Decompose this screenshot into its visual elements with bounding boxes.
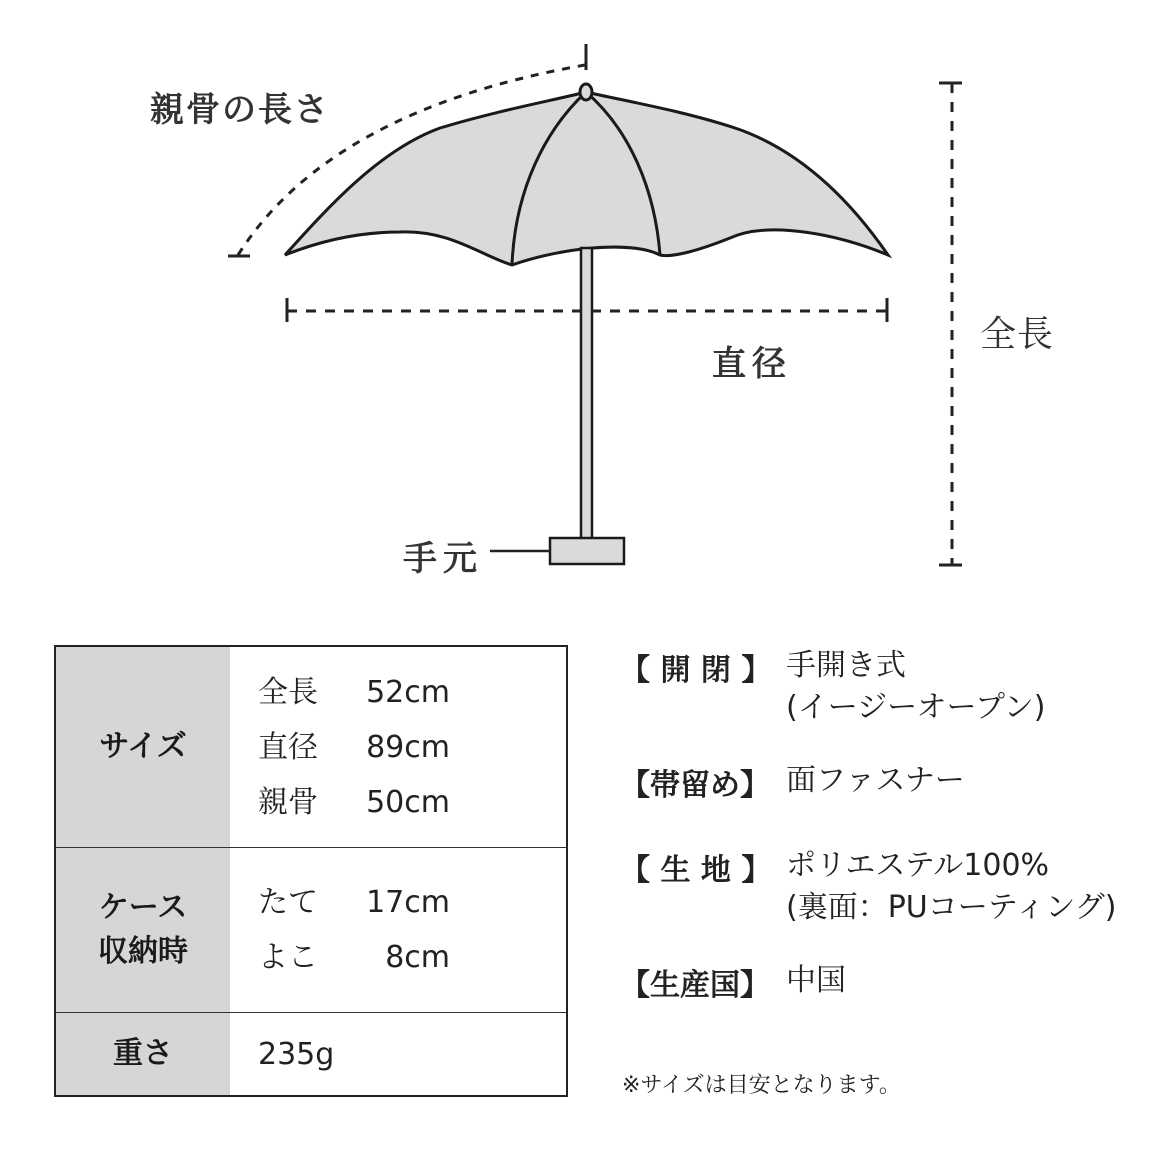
case-header-line2: 収納時 [98,934,188,969]
case-header [56,848,230,1012]
size-rib-value: 50cm [366,784,450,820]
rib-length-label: 親骨の長さ [150,90,330,130]
size-diameter-value: 89cm [366,729,450,765]
fabric-value-line2: (裏面：PUコーティング) [786,890,1117,925]
umbrella-tip [580,84,592,100]
table-row [258,775,566,830]
weight-header: 重さ [56,1013,230,1095]
size-rib-key: 親骨 [258,784,318,820]
case-values [230,848,566,1012]
diameter-label: 直径 [712,344,792,384]
case-height-value: 17cm [366,885,450,920]
table-row-weight [56,1013,566,1095]
total-length-label: 全長 [980,314,1055,355]
origin-value [786,960,846,1002]
size-length-key: 全長 [258,674,318,710]
weight-values [230,1013,566,1095]
case-height-key: たて [258,885,318,920]
size-note: ※サイズは目安となります。 [622,1073,901,1098]
case-width-key: よこ [258,940,318,975]
size-values [230,647,566,847]
strap-value [786,760,965,802]
handle-label: 手元 [403,539,483,579]
origin-value-line1: 中国 [786,963,846,998]
table-row-case [56,848,566,1013]
table-row [258,665,566,720]
size-length-value: 52cm [366,674,450,710]
size-diameter-key: 直径 [258,729,318,765]
open-value-line2: (イージーオープン) [786,690,1046,725]
spec-table [54,645,568,1097]
fabric-label: 【 生 地 】 [620,853,772,888]
size-header: サイズ [56,647,230,847]
origin-label: 【生産国】 [620,968,770,1003]
table-row [258,875,566,930]
case-header-line1: ケース [98,890,188,925]
umbrella-canopy [285,92,888,265]
fabric-value-line1: ポリエステル100% [786,848,1050,883]
case-width-value: 8cm [385,940,450,975]
table-row-size [56,647,566,848]
umbrella-shaft [581,248,592,540]
table-row [258,930,566,985]
open-value [786,645,1046,729]
fabric-value [786,845,1116,929]
open-value-line1: 手開き式 [786,648,906,683]
strap-label: 【帯留め】 [620,768,770,803]
umbrella-handle [550,538,624,564]
weight-value: 235g [258,1036,335,1072]
strap-value-line1: 面ファスナー [786,763,965,798]
open-label: 【 開 閉 】 [620,653,772,688]
table-row [258,720,566,775]
